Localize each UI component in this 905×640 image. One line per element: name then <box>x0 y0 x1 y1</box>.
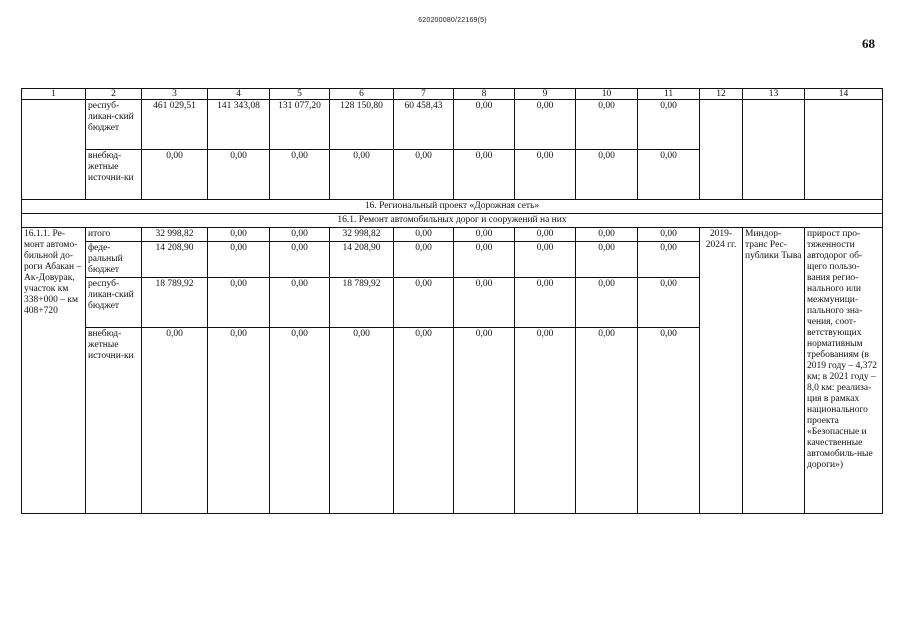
column-header: 6 <box>330 89 394 100</box>
table-cell: 141 343,08 <box>208 100 270 150</box>
table-cell: 0,00 <box>330 150 394 200</box>
table-cell: 0,00 <box>638 228 700 242</box>
subsection-row <box>22 214 883 228</box>
table-cell: 0,00 <box>208 278 270 328</box>
table-cell: 131 077,20 <box>270 100 330 150</box>
table-cell: 0,00 <box>454 228 515 242</box>
table-cell: 14 208,90 <box>330 242 394 278</box>
table-cell: 60 458,43 <box>394 100 454 150</box>
table-cell: 128 150,80 <box>330 100 394 150</box>
table-cell: 32 998,82 <box>142 228 208 242</box>
table-cell: 0,00 <box>515 150 576 200</box>
table-cell: 18 789,92 <box>142 278 208 328</box>
table-cell: 0,00 <box>142 150 208 200</box>
table-cell: 0,00 <box>270 150 330 200</box>
table-cell: 0,00 <box>515 328 576 514</box>
table-cell: 0,00 <box>454 328 515 514</box>
table-row <box>22 228 883 242</box>
funding-source: респуб-ликан-ский бюджет <box>86 100 142 150</box>
table-cell: 0,00 <box>515 100 576 150</box>
column-header: 4 <box>208 89 270 100</box>
column-header: 8 <box>454 89 515 100</box>
item-name: 16.1.1. Ре-монт автомо-бильной до-роги Абакан – Ак-Довурак, участок км 338+000 – км 408+720 <box>22 228 86 514</box>
implementation-period: 2019-2024 гг. <box>700 228 743 514</box>
table-cell: 0,00 <box>208 228 270 242</box>
subsection-title: 16.1. Ремонт автомобильных дорог и сооружений на них <box>22 214 883 228</box>
table-cell: 0,00 <box>638 328 700 514</box>
document-id: 620200080/22169(5) <box>418 17 487 24</box>
table-cell: 0,00 <box>394 242 454 278</box>
section-title: 16. Региональный проект «Дорожная сеть» <box>22 200 883 214</box>
column-header: 12 <box>700 89 743 100</box>
column-header: 2 <box>86 89 142 100</box>
column-header: 5 <box>270 89 330 100</box>
table-cell <box>700 100 743 200</box>
table-cell: 14 208,90 <box>142 242 208 278</box>
table-cell: 0,00 <box>208 150 270 200</box>
table-cell: 0,00 <box>638 278 700 328</box>
table-cell: 0,00 <box>576 100 638 150</box>
table-cell: 0,00 <box>208 328 270 514</box>
table-cell: 0,00 <box>142 328 208 514</box>
column-header: 9 <box>515 89 576 100</box>
column-header: 10 <box>576 89 638 100</box>
table-cell: 32 998,82 <box>330 228 394 242</box>
table-cell: 0,00 <box>454 150 515 200</box>
table-cell: 0,00 <box>394 278 454 328</box>
executor: Миндор-транс Рес-публики Тыва <box>743 228 805 514</box>
expected-result: прирост про-тяженности автодорог об-щего пользо-вания регио-нального или межмуници-пального зна-чения, соот-ветствующих нормативным требованиям (в 2019 году – 4,372 км; в 2021 году – 8,0 км: реализа-ция в рамках национального проекта «Безопасные и качественные автомобиль-ные дороги») <box>805 228 883 514</box>
column-header: 14 <box>805 89 883 100</box>
table-cell: 0,00 <box>454 242 515 278</box>
table-cell: 0,00 <box>515 228 576 242</box>
column-header: 11 <box>638 89 700 100</box>
table-cell: 0,00 <box>638 150 700 200</box>
table-cell: 0,00 <box>576 242 638 278</box>
column-header: 1 <box>22 89 86 100</box>
funding-source: феде-ральный бюджет <box>86 242 142 278</box>
table-cell: 0,00 <box>515 242 576 278</box>
table-cell: 0,00 <box>576 228 638 242</box>
table-cell: 0,00 <box>576 278 638 328</box>
table-cell: 0,00 <box>270 328 330 514</box>
table-cell: 0,00 <box>270 278 330 328</box>
section-row <box>22 200 883 214</box>
table-cell: 0,00 <box>638 100 700 150</box>
table-cell: 0,00 <box>330 328 394 514</box>
table-cell: 0,00 <box>576 328 638 514</box>
column-header: 3 <box>142 89 208 100</box>
table-cell: 0,00 <box>394 228 454 242</box>
table-cell: 0,00 <box>270 242 330 278</box>
table-cell: 0,00 <box>576 150 638 200</box>
table-cell: 0,00 <box>454 278 515 328</box>
table-cell: 0,00 <box>454 100 515 150</box>
table-cell <box>743 100 805 200</box>
budget-table <box>21 88 883 514</box>
table-cell: 461 029,51 <box>142 100 208 150</box>
funding-source: респуб-ликан-ский бюджет <box>86 278 142 328</box>
column-header: 7 <box>394 89 454 100</box>
table-cell: 0,00 <box>394 328 454 514</box>
column-header: 13 <box>743 89 805 100</box>
table-cell: 0,00 <box>394 150 454 200</box>
table-cell: 0,00 <box>270 228 330 242</box>
table-cell: 0,00 <box>208 242 270 278</box>
page-number: 68 <box>862 36 875 51</box>
funding-source: внебюд-жетные источни-ки <box>86 328 142 514</box>
table-cell: 0,00 <box>638 242 700 278</box>
table-row <box>22 100 883 150</box>
table-cell: 18 789,92 <box>330 278 394 328</box>
table-cell <box>22 100 86 200</box>
funding-source: внебюд-жетные источни-ки <box>86 150 142 200</box>
table-cell: 0,00 <box>515 278 576 328</box>
table-cell <box>805 100 883 200</box>
column-number-row <box>22 89 883 100</box>
funding-source: итого <box>86 228 142 242</box>
